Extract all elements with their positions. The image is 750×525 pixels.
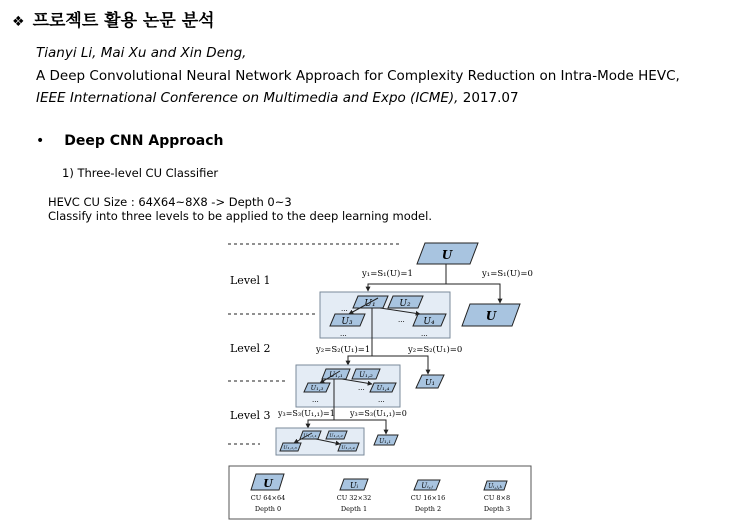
ellipsis: ...: [378, 396, 385, 404]
cu-block-u114-label: U₁,₁,₄: [341, 445, 355, 451]
cu-block-u4-label: U₄: [423, 317, 435, 327]
citation-paper-title: A Deep Convolutional Neural Network Approach for Complexity Reduction on Intra-Mode HEVC,: [36, 68, 680, 84]
cu-block-u112-label: U₁,₁,₂: [329, 433, 343, 439]
classify-line: Classify into three levels to be applied to the deep learning model.: [48, 209, 432, 223]
legend-depth0-symbol: U: [263, 477, 273, 490]
level-2-label: Level 2: [230, 342, 271, 355]
cu-block-u1-label: U₁: [364, 299, 376, 309]
eq-level2-split: y₂=S₂(U₁)=1: [316, 345, 371, 355]
cu-block-u1-unsplit-label: U₁: [425, 378, 435, 387]
cu-size-line: HEVC CU Size : 64X64~8X8 -> Depth 0~3: [48, 195, 292, 209]
legend-depth3-depth: Depth 3: [483, 505, 511, 513]
cu-block-u3-label: U₃: [341, 317, 353, 327]
legend-depth1-symbol: Uᵢ: [349, 481, 359, 490]
cu-block-u14-label: U₁,₄: [376, 384, 390, 392]
level-1-label: Level 1: [230, 274, 271, 287]
eq-level1-split: y₁=S₁(U)=1: [362, 269, 413, 279]
diamond-bullet-icon: ❖: [12, 14, 25, 30]
eq-level2-nosplit: y₂=S₂(U₁)=0: [408, 345, 463, 355]
cu-block-u113-label: U₁,₁,₃: [283, 445, 297, 451]
ellipsis: ...: [340, 330, 347, 338]
citation-authors: Tianyi Li, Mai Xu and Xin Deng,: [36, 45, 247, 61]
cu-block-u2-label: U₂: [399, 299, 411, 309]
classifier-item: 1) Three-level CU Classifier: [62, 166, 219, 180]
legend-depth1-size: CU 32×32: [336, 494, 372, 502]
ellipsis: ...: [341, 305, 348, 313]
cu-block-u-label: U: [441, 248, 453, 262]
legend-depth2-symbol: Uᵢ,ⱼ: [421, 482, 433, 490]
arrow-no-split: [446, 284, 500, 303]
cu-block-u13-label: U₁,₃: [310, 384, 324, 392]
cu-block-u-unsplit-label: U: [485, 309, 497, 323]
section-heading-text: Deep CNN Approach: [64, 133, 224, 149]
level-3-label: Level 3: [230, 409, 271, 422]
eq-level1-nosplit: y₁=S₁(U)=0: [482, 269, 533, 279]
cu-block-u12-label: U₁,₂: [359, 371, 373, 379]
legend-depth3-symbol: Uᵢ,ⱼ,ₖ: [488, 483, 502, 490]
ellipsis: ...: [421, 330, 428, 338]
ellipsis: ...: [398, 316, 405, 324]
legend-depth0-size: CU 64×64: [250, 494, 286, 502]
cu-block-u11-unsplit-label: U₁,₁: [379, 438, 391, 445]
cu-block-u111-label: U₁,₁,₁: [303, 433, 317, 439]
legend-depth3-size: CU 8×8: [483, 494, 511, 502]
legend-depth2-depth: Depth 2: [414, 505, 442, 513]
eq-level3-split: y₃=S₃(U₁,₁)=1: [278, 409, 335, 418]
legend-depth2-size: CU 16×16: [410, 494, 446, 502]
page-title-text: 프로젝트 활용 논문 분석: [32, 11, 215, 31]
eq-level3-nosplit: y₃=S₃(U₁,₁)=0: [350, 409, 407, 418]
venue-name: IEEE International Conference on Multimedia and Expo (ICME),: [36, 90, 459, 106]
publication-year: 2017.07: [458, 90, 519, 106]
section-bullet: •: [36, 133, 45, 149]
legend-depth1-depth: Depth 1: [340, 505, 368, 513]
ellipsis: ...: [358, 384, 365, 392]
ellipsis: ...: [312, 396, 319, 404]
cu-block-u11-label: U₁,₁: [329, 371, 343, 379]
legend-depth0-depth: Depth 0: [254, 505, 282, 513]
